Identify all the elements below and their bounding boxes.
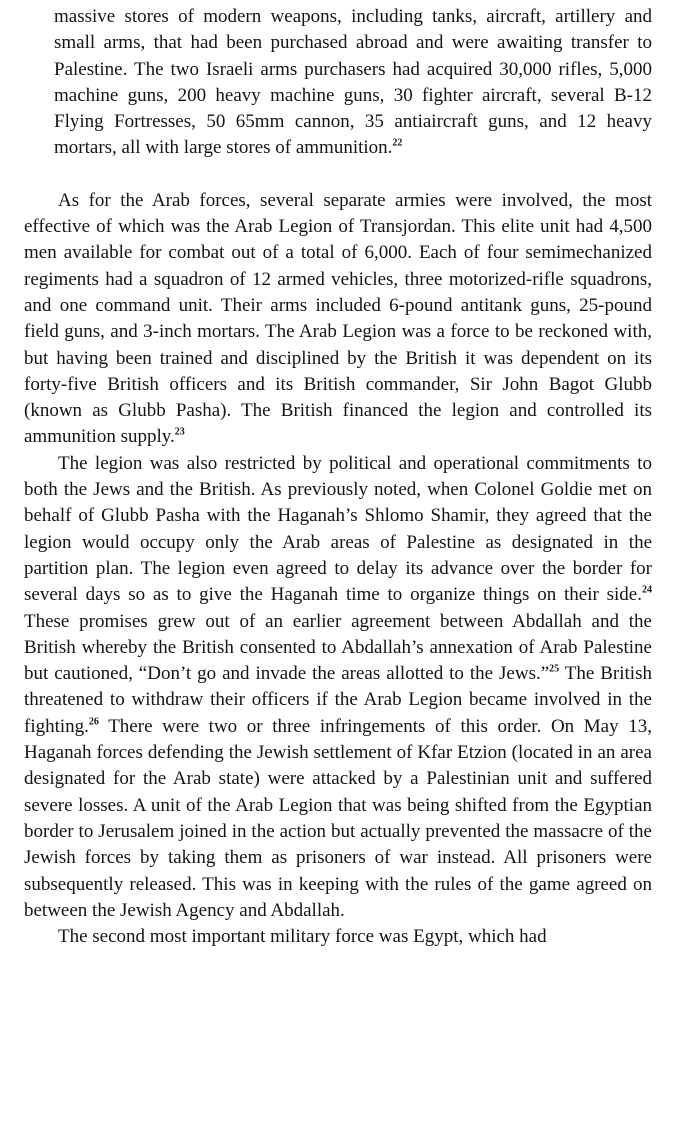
paragraph-text: There were two or three infringements of this order. On May 13, Haganah forces defending the Jewish settlement of Kfar Etzion (located in an area designated for the Arab state) were attacked by a Palestinian unit and suffered severe losses. A unit of the Arab Legion that was being shifted from the Egyptian border to Jerusalem joined in the action but actually prevented the massacre of the Jewish forces by taking them as prisoners of war instead. All prisoners were subsequently released. This was in keeping with the rules of the game agreed on between the Jewish Agency and Abdallah. (24, 715, 652, 921)
continued-paragraph-block (24, 4, 652, 162)
footnote-marker: 22 (392, 138, 403, 150)
paragraph-text: The second most important military force was Egypt, which had (58, 926, 547, 948)
footnote-marker: 24 (642, 584, 652, 596)
paragraph (24, 188, 652, 451)
paragraph-text: As for the Arab forces, several separate armies were involved, the most effective of which was the Arab Legion of Transjordan. This elite unit had 4,500 men available for combat out of a total of 6,000. Each of four semimechanized regiments had a squadron of 12 armed vehicles, three motorized-rifle squadrons, and one command unit. Their arms included 6-pound antitank guns, 25-pound field guns, and 3-inch mortars. The Arab Legion was a force to be reckoned with, but having been trained and disciplined by the British it was dependent on its forty-five British officers and its British commander, Sir John Bagot Glubb (known as Glubb Pasha). The British financed the legion and controlled its ammunition supply. (24, 189, 652, 448)
paragraph-text: The legion was also restricted by political and operational commitments to both the Jews and the British. As previously noted, when Colonel Goldie met on behalf of Glubb Pasha with the Haganah’s Shlomo Shamir, they agreed that the legion would occupy only the Arab areas of Palestine as designated in the partition plan. The legion even agreed to delay its advance over the border for several days so as to give the Haganah time to organize things on their side. (24, 452, 652, 606)
book-page (24, 4, 652, 950)
paragraph-text: The British threatened to withdraw their officers if the Arab Legion became involved in the fighting. (24, 663, 652, 737)
paragraph (54, 4, 652, 162)
footnote-marker: 26 (88, 716, 99, 728)
paragraph (24, 451, 652, 924)
paragraph-text: massive stores of modern weapons, including tanks, aircraft, artillery and small arms, that had been purchased abroad and were awaiting transfer to Palestine. The two Israeli arms purchasers had acquired 30,000 rifles, 5,000 machine guns, 200 heavy machine guns, 30 fighter aircraft, several B-12 Flying Fortresses, 50 65mm cannon, 35 antiaircraft guns, and 12 heavy mortars, all with large stores of ammunition. (54, 6, 652, 159)
paragraph (24, 924, 652, 950)
footnote-marker: 23 (174, 427, 185, 439)
paragraph-text: These promises grew out of an earlier agreement between Abdallah and the British whereby the British consented to Abdallah’s annexation of Arab Palestine but cautioned, “Don’t go and invade the areas allotted to the Jews.” (24, 610, 652, 685)
footnote-marker: 25 (549, 663, 560, 675)
